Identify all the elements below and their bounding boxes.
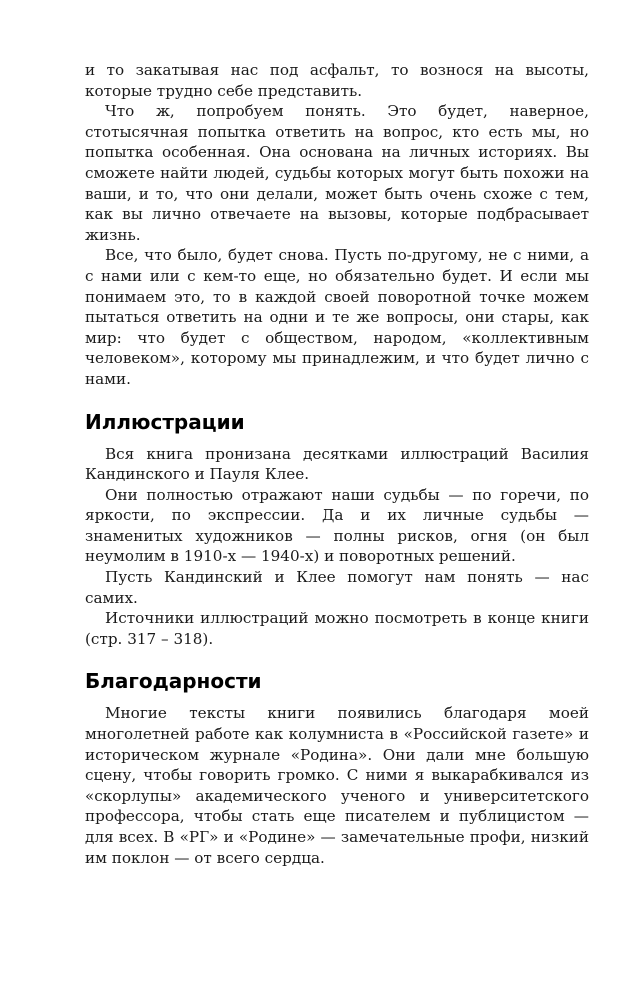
intro-paragraph-3: Все, что было, будет снова. Пусть по-другому, не с ними, а с нами или с кем-то еще, но обязательно будет. И если мы понимаем это, то в каждой своей поворотной точке можем пытаться ответить на одни и те же вопросы, они стары, как мир: что будет с обществом, народом, «коллективным человеком», которому мы принадлежим, и что будет лично с нами.	[85, 246, 589, 388]
acknowledgements-heading: Благодарности	[85, 669, 262, 694]
illustrations-paragraph-3: Пусть Кандинский и Клее помогут нам понять — нас самих.	[85, 568, 589, 607]
intro-paragraph-2: Что ж, попробуем понять. Это будет, наверное, стотысячная попытка ответить на вопрос, кто есть мы, но попытка особенная. Она основана на личных историях. Вы сможете найти людей, судьбы которых могут быть похожи на ваши, и то, что они делали, может быть очень схоже с тем, как вы лично отвечаете на вызовы, которые подбрасывает жизнь.	[85, 102, 589, 244]
illustrations-paragraph-1: Вся книга пронизана десятками иллюстраций Василия Кандинского и Пауля Клее.	[85, 444, 589, 484]
illustrations-paragraph-2: Они полностью отражают наши судьбы — по горечи, по яркости, по экспрессии. Да и их личные судьбы — знаменитых художников — полны рисков, огня (он был неумолим в 1910-х — 1940-х) и поворотных решений.	[85, 485, 589, 566]
illustrations-paragraph-4: Источники иллюстраций можно посмотреть в конце книги (стр. 317 – 318).	[85, 609, 589, 648]
intro-paragraph-1: и то закатывая нас под асфальт, то вознося на высоты, которые трудно себе представить.	[85, 61, 589, 100]
page-body	[85, 60, 589, 868]
illustrations-heading: Иллюстрации	[85, 409, 245, 434]
acknowledgements-paragraph-1: Многие тексты книги появились благодаря моей многолетней работе как колумниста в «Российской газете» и историческом журнале «Родина». Они дали мне большую сцену, чтобы говорить громко. С ними я выкарабкивался из «скорлупы» академического ученого и университетского профессора, чтобы стать еще писателем и публицистом — для всех. В «РГ» и «Родине» — замечательные профи, низкий им поклон — от всего сердца.	[85, 704, 589, 867]
